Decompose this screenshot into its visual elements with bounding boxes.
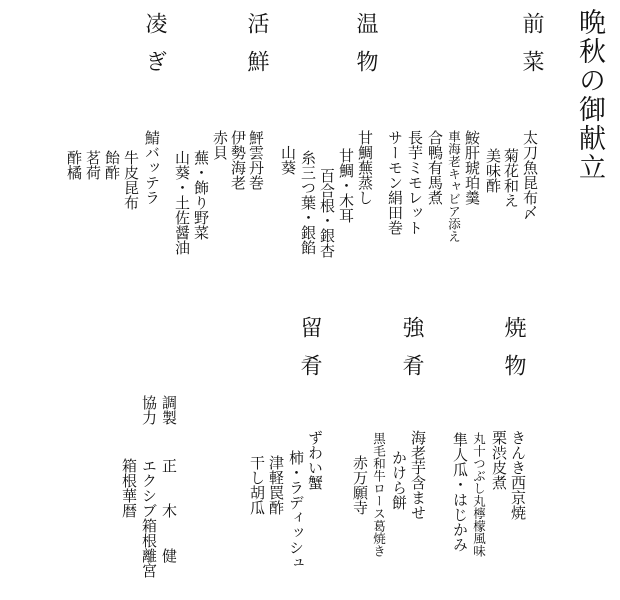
dish-item: 蕪・飾り野菜 (192, 150, 210, 240)
course-heading-zensai: 前菜 (519, 12, 544, 88)
course-heading-kassen: 活鮮 (244, 12, 269, 88)
dish-item: 栗渋皮煮 (490, 430, 508, 490)
dish-item: 合鴨有馬煮 (426, 130, 444, 205)
dish-item: 菊花和え (502, 148, 520, 208)
dish-item: 長芋ミモレット (406, 130, 424, 235)
dish-item: 茗荷 (84, 150, 102, 180)
dish-item: 鮃雲丹巻 (247, 130, 265, 190)
dish-item: 海老芋含ませ (409, 430, 427, 520)
course-heading-shinogi: 凌ぎ (142, 12, 167, 88)
dish-item: かけら餅 (390, 450, 408, 510)
credit-name-partner: 箱根華暦 (120, 458, 138, 518)
dish-item: 津軽罠酢 (267, 455, 285, 515)
credit-name-chef: 正木健 (160, 458, 178, 593)
dish-item: サーモン絹田巻 (386, 130, 404, 235)
course-heading-tomezakana: 留肴 (297, 316, 322, 392)
dish-item: 赤貝 (211, 130, 229, 160)
dish-item: 黒毛和牛ロース葛焼き (371, 432, 387, 557)
dish-item: 美味酢 (484, 148, 502, 193)
dish-item: 百合根・銀杏 (318, 168, 336, 258)
dish-item: 糸三つ葉・銀餡 (299, 150, 317, 255)
menu-title: 晩秋の御献立 (574, 8, 605, 182)
dish-item: 柿・ラディッシュ (287, 450, 305, 570)
dish-item: 牛皮昆布 (122, 150, 140, 210)
dish-item: 車海老キャビア添え (446, 130, 462, 243)
course-heading-onmono: 温物 (353, 12, 378, 88)
dish-item: 鮟肝琥珀羹 (463, 130, 481, 205)
dish-item: 太刀魚昆布〆 (521, 130, 539, 220)
dish-item: 酢橘 (65, 150, 83, 180)
dish-item: 甘鯛・木耳 (337, 148, 355, 223)
dish-item: 干し胡瓜 (248, 455, 266, 515)
credit-label-cooperation: 協力 (140, 395, 158, 425)
course-heading-shiizakana: 強肴 (399, 316, 424, 392)
dish-item: 隼人瓜・はじかみ (451, 432, 469, 552)
credit-label-prepared: 調製 (160, 395, 178, 425)
dish-item: きんき西京焼 (509, 430, 527, 520)
dish-item: 山葵 (279, 145, 297, 175)
dish-item: 伊勢海老 (229, 130, 247, 190)
dish-item: 甘鯛蕪蒸し (356, 130, 374, 205)
dish-item: ずわい蟹 (306, 430, 324, 490)
course-heading-yakimono: 焼物 (501, 316, 526, 392)
dish-item: 丸十つぶし丸檸檬風味 (471, 432, 487, 557)
dish-item: 山葵・土佐醤油 (173, 150, 191, 255)
dish-item: 鯖バッテラ (143, 130, 161, 205)
credit-name-venue: エクシブ箱根離宮 (140, 458, 158, 578)
dish-item: 飴酢 (103, 150, 121, 180)
dish-item: 赤万願寺 (351, 455, 369, 515)
